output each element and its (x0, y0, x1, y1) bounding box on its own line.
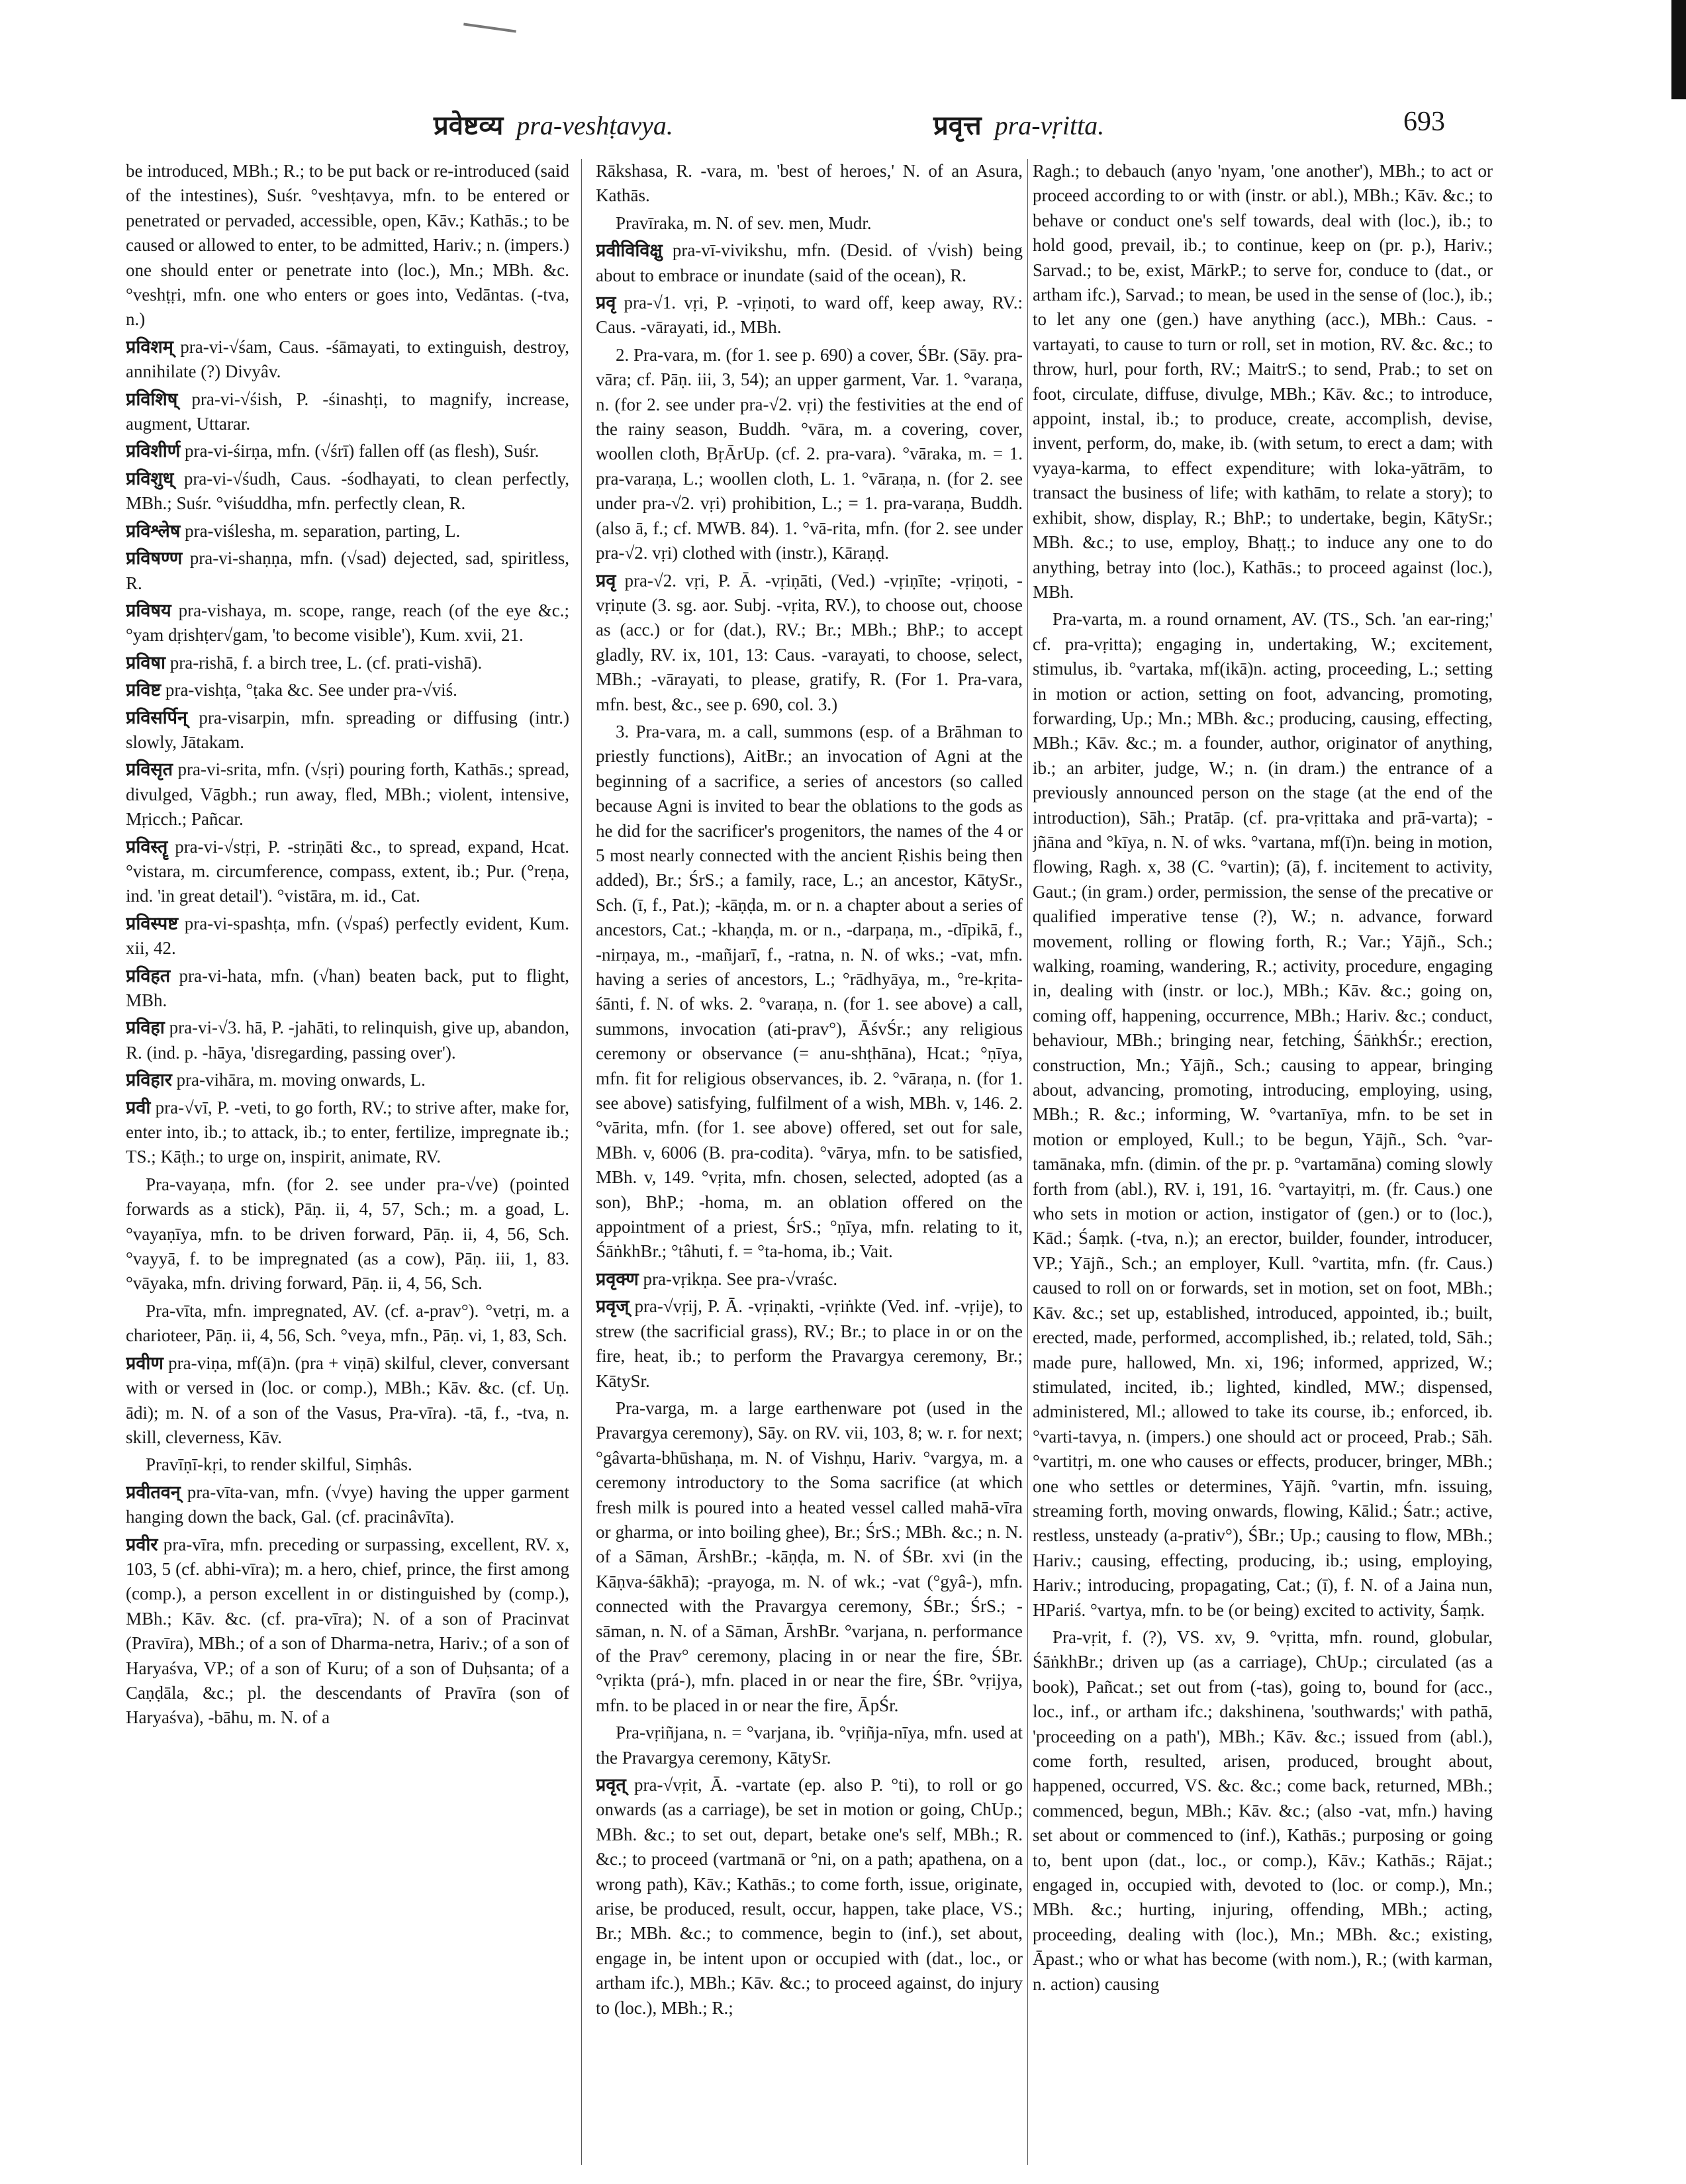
devanagari-headword: प्रविष्ट (126, 680, 162, 700)
dictionary-continuation (1033, 159, 1493, 604)
entry-text: pra-vi-√3. hā, P. -jahāti, to relinquish, give up, abandon, R. (ind. p. -hāya, 'disregarding, passing over'). (126, 1018, 569, 1063)
dictionary-headword-entry (126, 678, 569, 702)
devanagari-headword: प्रविषय (126, 600, 171, 620)
entry-text: Pra-vayaṇa, mfn. (for 2. see under pra-√ve) (pointed forwards as a stick), Pāṇ. ii, 4, 57, Sch.; m. a goad, L. °vayaṇīya, mfn. to be driven forward, Pāṇ. ii, 4, 56, Sch. °vayyā, f. to be impregnated (as a cow), Pāṇ. iii, 1, 83. °vāyaka, mfn. driving forward, Pāṇ. ii, 4, 56, Sch. (126, 1174, 569, 1294)
dictionary-headword-entry (596, 569, 1023, 717)
entry-text: Pra-varta, m. a round ornament, AV. (TS., Sch. 'an ear-ring;' cf. pra-vṛitta); engaging in, undertaking, W.; excitement, stimulus, ib. °vartaka, mf(ikā)n. acting, proceeding, L.; setting in motion or action, setting on foot, advancing, promoting, forwarding, Up.; Mn.; MBh. &c.; producing, causing, effecting, MBh.; Kāv. &c.; m. a founder, author, originator of anything, ib.; an arbiter, judge, W.; n. (in dram.) the entrance of a previously announced person on the stage (at the end of the introduction), Sāh.; Pratāp. (cf. pra-vṛittaka and prā-varta); -jñāna and °kīya, n. N. of wks. °vartana, mf(ī)n. being in motion, flowing, Ragh. x, 38 (C. °vartin); (ā), f. incitement to activity, Gaut.; (in gram.) order, permission, the sense of the precative or qualified imperative tense (?), W.; n. advance, forward movement, rolling or flowing forth, R.; Var.; Yājñ., Sch.; walking, roaming, wandering, R.; activity, procedure, engaging in, dealing with (instr. or loc.), MBh.; Kāv. &c.; going on, coming off, happening, occurrence, MBh.; Hariv. &c.; conduct, behaviour, MBh.; bringing near, fetching, ŚāṅkhŚr.; erection, construction, Mn.; Yājñ., Sch.; causing to appear, bringing about, advancing, promoting, introducing, employing, using, MBh.; R. &c.; informing, W. °vartanīya, mfn. to be set in motion or employed, Kull.; to be begun, Yājñ., Sch. °var-tamānaka, mfn. (dimin. of the pr. p. °vartamāna) coming slowly forth from (abl.), RV. i, 191, 16. °vartayitṛi, m. (fr. Caus.) one who sets in motion or action, instigator of (gen.) or to (loc.), Kād.; Śaṃk. (-tva, n.); an erector, builder, founder, introducer, VP.; Yājñ., Sch.; an employer, Kull. °vartita, mfn. (fr. Caus.) caused to roll on or forwards, set in motion, set on foot, MBh.; Kāv. &c.; set up, established, introduced, appointed, ib.; built, erected, made, performed, accomplished, ib.; related, told, Sāh.; made pure, hallowed, Mn. xi, 196; informed, apprized, W.; stimulated, incited, ib.; lighted, kindled, MW.; dispensed, administered, Ml.; allowed to take its course, ib.; enforced, ib. °varti-tavya, n. (impers.) one should act or proceed, Prab.; Sāh. °vartitṛi, m. one who causes or effects, producer, bringer, MBh.; one who settles or determines, Yājñ. °vartin, mfn. issuing, streaming forth, moving onwards, flowing, Kālid.; Śatr.; active, restless, unsteady (a-prativ°), ŚBr.; Up.; causing to flow, MBh.; Hariv.; causing, effecting, producing, ib.; using, employing, Hariv.; introducing, propagating, Cat.; (ī), f. N. of a Jaina nun, HPariś. °vartya, mfn. to be (or being) excited to activity, Śaṃk. (1033, 609, 1493, 1620)
running-head-left-translit: pra-veshṭavya. (516, 111, 673, 140)
dictionary-headword-entry (126, 1533, 569, 1731)
entry-text: pra-√2. vṛi, P. Ā. -vṛiṇāti, (Ved.) -vṛiṇīte; -vṛiṇoti, -vṛiṇute (3. sg. aor. Subj. -vṛita, RV.), to choose out, choose as (acc.) or for (dat.), RV.; Br.; MBh.; BhP.; to accept gladly, RV. ix, 101, 13: Caus. -varayati, to choose, select, MBh.; -vārayati, to please, gratify, R. (For 1. Pra-vara, mfn. best, &c., see p. 690, col. 3.) (596, 570, 1023, 714)
dictionary-headword-entry (126, 706, 569, 755)
entry-text: Pra-vīta, mfn. impregnated, AV. (cf. a-prav°). °vetṛi, m. a charioteer, Pāṇ. ii, 4, 56, Sch. °veya, mfn., Pāṇ. vi, 1, 83, Sch. (126, 1300, 569, 1346)
dictionary-headword-entry (126, 912, 569, 961)
dictionary-headword-entry (126, 387, 569, 437)
entry-text: Pravīraka, m. N. of sev. men, Mudr. (616, 213, 872, 233)
entry-text: pra-vi-śirṇa, mfn. (√śrī) fallen off (as flesh), Suśr. (185, 441, 539, 461)
dictionary-headword-entry (126, 964, 569, 1014)
dictionary-subentry (596, 1721, 1023, 1770)
entry-text: Pra-vṛiñjana, n. = °varjana, ib. °vṛiñja-nīya, mfn. used at the Pravargya ceremony, KātySr. (596, 1723, 1023, 1768)
entry-text: Pra-vṛit, f. (?), VS. xv, 9. °vṛitta, mfn. round, globular, ŚāṅkhBr.; driven up (as a carriage), ChUp.; circulated (as a book), Pañcat.; set out from (-tas), going to, bound for (acc., loc., inf., or artham ifc.; dakshinena, 'southwards;' with pathā, 'proceeding on a path'), MBh.; Kāv. &c.; issued from (abl.), come forth, resulted, arisen, produced, brought about, happened, occurred, VS. &c. &c.; come back, returned, MBh.; commenced, begun, MBh.; Kāv. &c.; (also -vat, mfn.) having set about or commenced to (inf.), Kathās.; purposing or going to, bent upon (dat., loc., or comp.), Kāv.; Kathās.; Rājat.; engaged in, occupied with, devoted to (loc. or comp.), Mn.; MBh. &c.; hurting, injuring, offending, MBh.; acting, proceeding, dealing with (loc.), Mn.; MBh. &c.; existing, Āpast.; who or what has become (with nom.), R.; (with karman, n. action) causing (1033, 1627, 1493, 1994)
entry-text: pra-√1. vṛi, P. -vṛiṇoti, to ward off, keep away, RV.: Caus. -vārayati, id., MBh. (596, 293, 1023, 338)
devanagari-headword: प्रवृज् (596, 1296, 630, 1317)
dictionary-headword-entry (126, 1096, 569, 1170)
entry-text: pra-vi-√śudh, Caus. -śodhayati, to clean perfectly, MBh.; Suśr. °viśuddha, mfn. perfectly clean, R. (126, 468, 569, 514)
dictionary-headword-entry (126, 546, 569, 596)
column-2 (596, 159, 1023, 2165)
dictionary-subentry (126, 1452, 569, 1477)
scan-edge-shadow (1671, 0, 1686, 99)
entry-text: pra-rishā, f. a birch tree, L. (cf. prati-vishā). (169, 652, 483, 673)
devanagari-headword: प्रविहत (126, 965, 171, 986)
dictionary-subentry (596, 1396, 1023, 1718)
devanagari-headword: प्रवीतवन् (126, 1482, 181, 1502)
entry-text: 2. Pra-vara, m. (for 1. see p. 690) a cover, ŚBr. (Sāy. pra-vāra; cf. Pāṇ. iii, 3, 54); an upper garment, Var. 1. °varaṇa, n. (for 2. see under pra-√2. vṛi) the festivities at the end of the rainy season, Buddh. °vāra, m. a covering, cover, woollen cloth, BṛĀrUp. (cf. 2. pra-vara). °vāraka, m. = 1. pra-varaṇa, L.; woollen cloth, L. 1. °vāraṇa, n. (for 2. see under pra-√2. vṛi) prohibition, L.; = 1. pra-varaṇa, Buddh. (also ā, f.; cf. MWB. 84). 1. °vā-rita, mfn. (for 2. see under pra-√2. vṛi) clothed with (instr.), Kāraṇḍ. (596, 344, 1023, 563)
entry-text: pra-visarpin, mfn. spreading or diffusing (intr.) slowly, Jātakam. (126, 707, 569, 752)
dictionary-continuation (126, 159, 569, 332)
devanagari-headword: प्रविहार (126, 1070, 172, 1090)
dictionary-headword-entry (126, 1351, 569, 1450)
column-1 (126, 159, 569, 2165)
devanagari-headword: प्रवृत् (596, 1775, 626, 1795)
entry-text: 3. Pra-vara, m. a call, summons (esp. of a Brāhman to priestly functions), AitBr.; an invocation of Agni at the beginning of a sacrifice, a series of ancestors (so called because Agni is invited to bear the oblations to the gods as he did for the sacrificer's progenitors, the names of the 4 or 5 most nearly connected with the ancient Ṛishis being then added), Br.; ŚrS.; a family, race, L.; an ancestor, KātySr., Sch. (ī, f., Pat.); -kāṇḍa, m. or n. a chapter about a series of ancestors, Cat.; -khaṇḍa, m. or n., -darpaṇa, m., -dīpikā, f., -nirṇaya, m., -mañjarī, f., -ratna, n. N. of wks.; -vat, mfn. having a series of ancestors, L.; °rādhyāya, m., °re-kṛita-śānti, f. N. of wks. 2. °varaṇa, n. (for 1. see above) a call, summons, invocation (ati-prav°), ĀśvŚr.; any religious ceremony or observance (= anu-shṭhāna), Hcat.; °ṇīya, mfn. fit for religious observances, ib. 2. °vāraṇa, n. (for 1. see above) satisfying, fulfilment of a wish, MBh. v, 146. 2. °vārita, mfn. (for 1. see above) offered, set out for sale, MBh. v, 6006 (B. pra-codita). °vārya, mfn. to be satisfied, MBh. v, 149. °vṛita, mfn. chosen, selected, adopted (as a son), BhP.; -homa, m. an oblation offered on the appointment of a priest, ŚrS.; °ṇīya, mfn. relating to it, ŚāṅkhBr.; °tâhuti, f. = °ta-homa, ib.; Vait. (596, 721, 1023, 1262)
entry-text: pra-√vī, P. -veti, to go forth, RV.; to strive after, make for, enter into, ib.; to attack, ib.; to enter, fertilize, impregnate ib.; TS.; Kāṭh.; to urge on, inspirit, animate, RV. (126, 1097, 569, 1167)
dictionary-headword-entry (596, 238, 1023, 288)
dictionary-headword-entry (126, 467, 569, 516)
devanagari-headword: प्रवीविविक्षु (596, 240, 663, 261)
devanagari-headword: प्रविशम् (126, 336, 173, 357)
entry-text: Pravīṇī-kṛi, to render skilful, Siṃhâs. (146, 1454, 412, 1475)
running-head-right-translit: pra-vṛitta. (994, 111, 1105, 140)
running-head-right-devanagari: प्रवृत्त (933, 111, 982, 140)
entry-text: Pra-varga, m. a large earthenware pot (used in the Pravargya ceremony), Sāy. on RV. vii, 103, 8; w. r. for next; °gâvarta-bhūshaṇa, m. N. of Vishṇu, Hariv. °vargya, m. a ceremony introductory to the Soma sacrifice (at which fresh milk is poured into a heated vessel called mahā-vīra or gharma, or into boiling ghee), Br.; ŚrS.; MBh. &c.; n. N. of a Sāman, ĀrshBr.; -kāṇḍa, m. N. of ŚBr. xvi (in the Kāṇva-śākhā); -prayoga, m. N. of wk.; -vat (°gyâ-), mfn. connected with the Pravargya ceremony, ŚBr.; ŚrS.; -sāman, n. N. of a Sāman, ĀrshBr. °varjana, n. performance of the Prav° ceremony, placing in or near the fire, ŚBr. °vṛikta (prá-), mfn. placed in or near the fire, ŚBr. °vṛijya, mfn. to be placed in or near the fire, ĀpŚr. (596, 1398, 1023, 1715)
devanagari-headword: प्रवृक्ण (596, 1268, 639, 1289)
dictionary-headword-entry (596, 291, 1023, 340)
devanagari-headword: प्रवृ (596, 293, 616, 313)
entry-text: pra-vi-spashṭa, mfn. (√spaś) perfectly evident, Kum. xii, 42. (126, 913, 569, 959)
dictionary-headword-entry (126, 519, 569, 544)
dictionary-subentry (126, 1172, 569, 1296)
dictionary-headword-entry (126, 335, 569, 385)
devanagari-headword: प्रविशिष् (126, 389, 178, 409)
entry-text: pra-√vṛit, Ā. -vartate (ep. also P. °ti), to roll or go onwards (as a carriage), be set in motion or going, ChUp.; MBh. &c.; to set out, depart, betake one's self, MBh.; R. &c.; to proceed (vartmanā or °ni, on a path; apathena, on a wrong path), Kāv.; Kathās.; to come forth, issue, originate, arise, be produced, result, occur, happen, take place, VS.; Br.; MBh. &c.; to commence, begin to (inf.), set about, engage in, be intent upon or occupied with (dat., loc., or artham ifc.), MBh.; Kāv. &c.; to proceed against, do injury to (loc.), MBh.; R.; (596, 1775, 1023, 2018)
scan-smudge (463, 23, 516, 32)
devanagari-headword: प्रविषण्ण (126, 548, 183, 569)
dictionary-subentry (596, 720, 1023, 1264)
entry-text: pra-vishaya, m. scope, range, reach (of the eye &c.; °yam dṛishṭer√gam, 'to become visible'), Kum. xvii, 21. (126, 600, 569, 645)
entry-text: pra-vi-hata, mfn. (√han) beaten back, put to flight, MBh. (126, 965, 569, 1010)
devanagari-headword: प्रविश्लेष (126, 520, 181, 541)
dictionary-headword-entry (126, 439, 569, 463)
dictionary-subentry (1033, 1625, 1493, 1997)
devanagari-headword: प्रवी (126, 1097, 151, 1117)
dictionary-headword-entry (126, 651, 569, 675)
entry-text: pra-vi-shaṇṇa, mfn. (√sad) dejected, sad, spiritless, R. (126, 548, 569, 593)
entry-text: pra-vishṭa, °ṭaka &c. See under pra-√viś. (165, 680, 457, 700)
running-head-left-devanagari: प्रवेष्टव्य (434, 111, 504, 140)
dictionary-continuation (596, 159, 1023, 209)
dictionary-subentry (126, 1299, 569, 1349)
entry-text: pra-viṇa, mf(ā)n. (pra + viṇā) skilful, clever, conversant with or versed in (loc. or comp.), MBh.; Kāv. &c. (cf. Uṇ. ādi); m. N. of a son of the Vasus, Pra-vīra). -tā, f., -tva, n. skill, cleverness, Kāv. (126, 1353, 569, 1447)
dictionary-subentry (596, 343, 1023, 566)
devanagari-headword: प्रविशीर्ण (126, 441, 181, 461)
entry-text: pra-vi-√stṛi, P. -striṇāti &c., to spread, expand, Hcat. °vistara, m. circumference, compass, extent, ib.; Pur. (°reṇa, ind. 'in great detail'). °vistāra, m. id., Cat. (126, 836, 569, 906)
devanagari-headword: प्रविस्तॄ (126, 836, 168, 857)
column-rule (581, 159, 582, 2165)
dictionary-headword-entry (126, 1068, 569, 1092)
dictionary-subentry (1033, 607, 1493, 1623)
column-3 (1033, 159, 1493, 2165)
dictionary-headword-entry (596, 1267, 1023, 1292)
dictionary-headword-entry (126, 757, 569, 831)
dictionary-headword-entry (126, 835, 569, 909)
entry-text: pra-vihāra, m. moving onwards, L. (176, 1070, 426, 1090)
entry-text: pra-vi-√śam, Caus. -śāmayati, to extinguish, destroy, annihilate (?) Divyâv. (126, 336, 569, 382)
page-number: 693 (1403, 107, 1445, 137)
column-rule (1027, 159, 1028, 2165)
entry-text: pra-vī-vivikshu, mfn. (Desid. of √vish) being about to embrace or inundate (said of the ocean), R. (596, 240, 1023, 285)
devanagari-headword: प्रवीर (126, 1534, 158, 1554)
entry-text: pra-√vṛij, P. Ā. -vṛiṇakti, -vṛiṅkte (Ved. inf. -vṛije), to strew (the sacrificial grass), RV.; Br.; to place in or on the fire, heat, ib.; to perform the Pravargya ceremony, Br.; KātySr. (596, 1296, 1023, 1391)
entry-text: pra-viślesha, m. separation, parting, L. (185, 520, 461, 541)
entry-text: Ragh.; to debauch (anyo 'nyam, 'one another'), MBh.; to act or proceed according to or with (instr. or abl.), MBh.; Kāv. &c.; to behave or conduct one's self towards, deal with (loc.), ib.; to hold good, prevail, ib.; to continue, keep on (pr. p.), Hariv.; Sarvad.; to be, exist, MārkP.; to serve for, conduce to (dat., or artham ifc.), Sarvad.; to mean, be used in the sense of (loc.), ib.; to let any one (gen.) have anything (acc.), MBh.: Caus. -vartayati, to cause to turn or roll, set in motion, RV. &c. &c.; to throw, hurl, pour forth, RV.; MaitrS.; to send, Prab.; to set on foot, circulate, diffuse, divulge, MBh.; Kāv. &c.; to introduce, appoint, instal, ib.; to produce, create, accomplish, devise, invent, perform, do, make, ib. (with setum, to erect a dam; with vyaya-karma, to effect expenditure; with loka-yātrām, to transact the business of life; with kathām, to relate a story); to exhibit, show, display, R.; BhP.; to undertake, begin, KātySr.; MBh. &c.; to use, employ, Bhaṭṭ.; to induce any one to do anything, betray into (loc.), Kathās.; to proceed against (loc.), MBh. (1033, 161, 1493, 602)
devanagari-headword: प्रविसर्पिन् (126, 707, 187, 728)
devanagari-headword: प्रविहा (126, 1018, 165, 1038)
devanagari-headword: प्रवीण (126, 1353, 164, 1373)
devanagari-headword: प्रविषा (126, 652, 165, 673)
dictionary-headword-entry (126, 598, 569, 648)
entry-text: pra-vi-√śish, P. -śinashṭi, to magnify, increase, augment, Uttarar. (126, 389, 569, 434)
entry-text: pra-vīra, mfn. preceding or surpassing, excellent, RV. x, 103, 5 (cf. abhi-vīra); m. a hero, chief, prince, the first among (comp.), a person excellent in or distinguished by (comp.), MBh.; Kāv. &c. (cf. pra-vīra); N. of a son of Pracinvat (Pravīra), MBh.; of a son of Dharma-netra, Hariv.; of a son of Haryaśva, VP.; of a son of Kuru; of a son of Duḥsanta; of a Caṇḍāla, &c.; pl. the descendants of Pravīra (son of Haryaśva), -bāhu, m. N. of a (126, 1534, 569, 1728)
devanagari-headword: प्रविसृत (126, 759, 173, 780)
dictionary-headword-entry (126, 1016, 569, 1065)
dictionary-headword-entry (126, 1480, 569, 1530)
running-head-left (434, 106, 673, 142)
dictionary-headword-entry (596, 1773, 1023, 2020)
entry-text: Rākshasa, R. -vara, m. 'best of heroes,' N. of an Asura, Kathās. (596, 161, 1023, 206)
devanagari-headword: प्रविस्पष्ट (126, 913, 178, 933)
devanagari-headword: प्रविशुध् (126, 468, 174, 489)
dictionary-headword-entry (596, 1294, 1023, 1394)
entry-text: pra-vi-srita, mfn. (√sṛi) pouring forth, Kathās.; spread, divulged, Vāgbh.; run away, fled, MBh.; violent, intensive, Mṛicch.; Pañcar. (126, 759, 569, 830)
entry-text: pra-vṛikṇa. See pra-√vraśc. (643, 1268, 838, 1289)
dictionary-subentry (596, 211, 1023, 236)
entry-text: be introduced, MBh.; R.; to be put back or re-introduced (said of the intestines), Suśr. °veshṭavya, mfn. to be entered or penetrated or pervaded, accessible, open, Kāv.; Kathās.; to be caused or allowed to enter, to be admitted, Hariv.; n. (impers.) one should enter or penetrate into (loc.), Mn.; MBh. &c. °veshṭṛi, mfn. one who enters or goes into, Vedāntas. (-tva, n.) (126, 161, 569, 330)
entry-text: pra-vīta-van, mfn. (√vye) having the upper garment hanging down the back, Gal. (cf. pracinâvīta). (126, 1482, 569, 1527)
running-head-right (933, 106, 1104, 142)
devanagari-headword: प्रवृ (596, 570, 616, 591)
